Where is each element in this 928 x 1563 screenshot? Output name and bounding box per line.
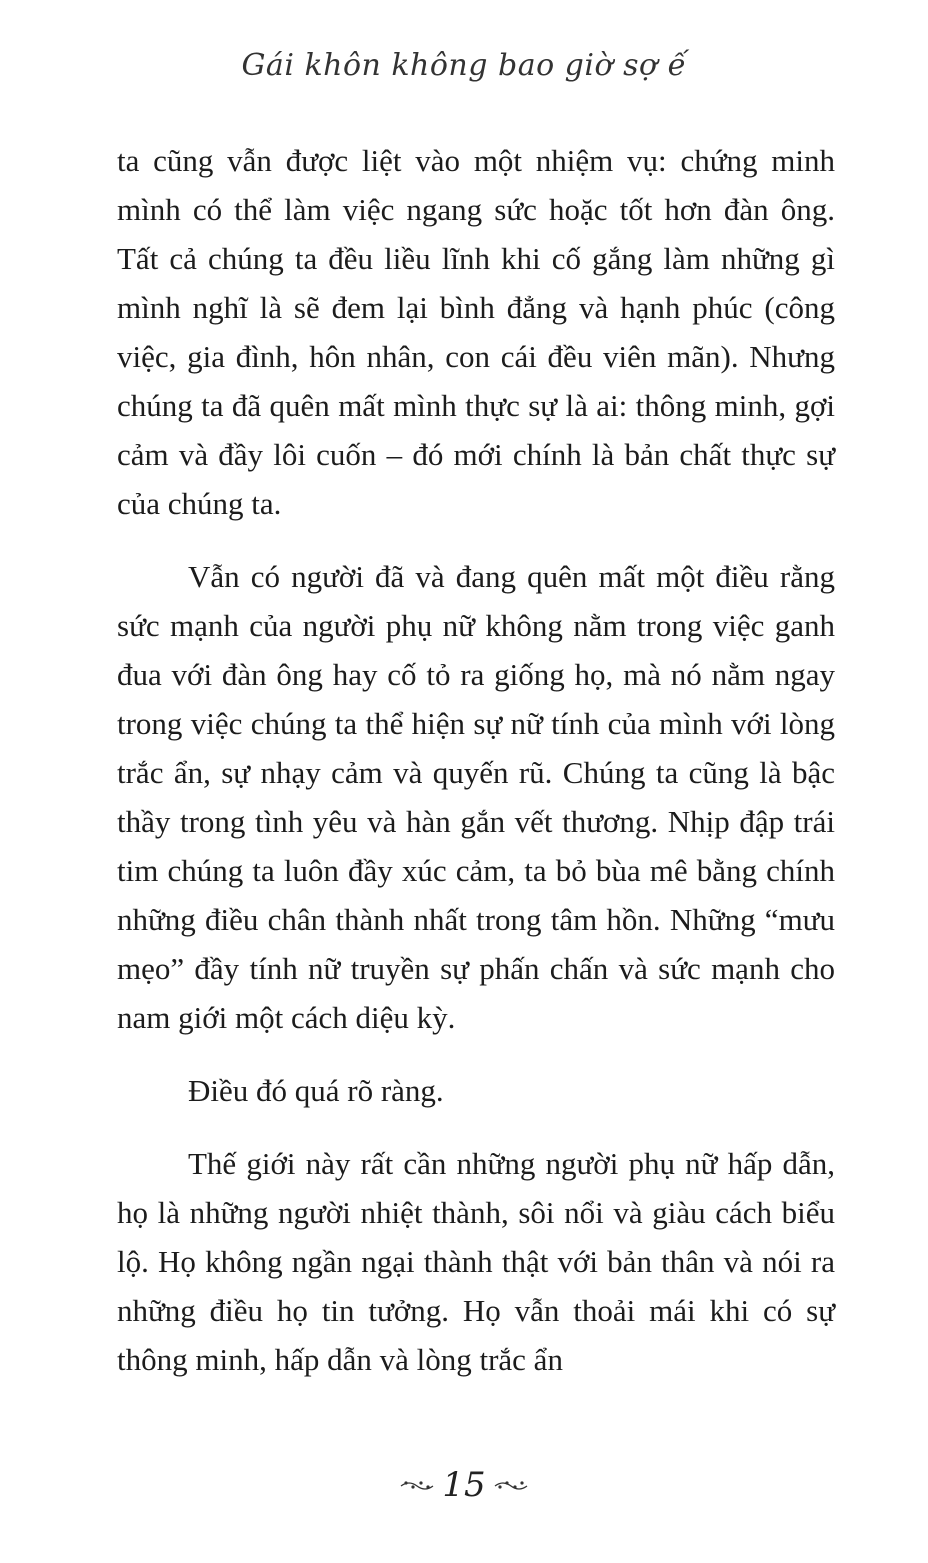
paragraph: Thế giới này rất cần những người phụ nữ hấp dẫn, họ là những người nhiệt thành, sôi nổi và giàu cách biểu lộ. Họ không ngần ngại thành thật với bản thân và nói ra những điều họ tin tưởng. Họ vẫn thoải mái khi có sự thông minh, hấp dẫn và lòng trắc ẩn: [117, 1146, 835, 1377]
body-text: [117, 136, 835, 1384]
running-header-title: Gái khôn không bao giờ sợ ế: [241, 48, 687, 83]
paragraph-continued: ta cũng vẫn được liệt vào một nhiệm vụ: chứng minh mình có thể làm việc ngang sức hoặc tốt hơn đàn ông. Tất cả chúng ta đều liều lĩnh khi cố gắng làm những gì mình nghĩ là sẽ đem lại bình đẳng và hạnh phúc (công việc, gia đình, hôn nhân, con cái đều viên mãn). Nhưng chúng ta đã quên mất mình thực sự là ai: thông minh, gợi cảm và đầy lôi cuốn – đó mới chính là bản chất thực sự của chúng ta.: [117, 143, 835, 521]
paragraph: Vẫn có người đã và đang quên mất một điều rằng sức mạnh của người phụ nữ không nằm trong việc ganh đua với đàn ông hay cố tỏ ra giống họ, mà nó nằm ngay trong việc chúng ta thể hiện sự nữ tính của mình với lòng trắc ẩn, sự nhạy cảm và quyến rũ. Chúng ta cũng là bậc thầy trong tình yêu và hàn gắn vết thương. Nhịp đập trái tim chúng ta luôn đầy xúc cảm, ta bỏ bùa mê bằng chính những điều chân thành nhất trong tâm hồn. Những “mưu mẹo” đầy tính nữ truyền sự phấn chấn và sức mạnh cho nam giới một cách diệu kỳ.: [117, 559, 835, 1035]
page-footer: [0, 1465, 928, 1505]
page-number: 15: [442, 1465, 486, 1505]
vine-ornament-icon: [494, 1478, 528, 1492]
paragraph: Điều đó quá rõ ràng.: [188, 1073, 444, 1108]
vine-ornament-icon: [400, 1478, 434, 1492]
